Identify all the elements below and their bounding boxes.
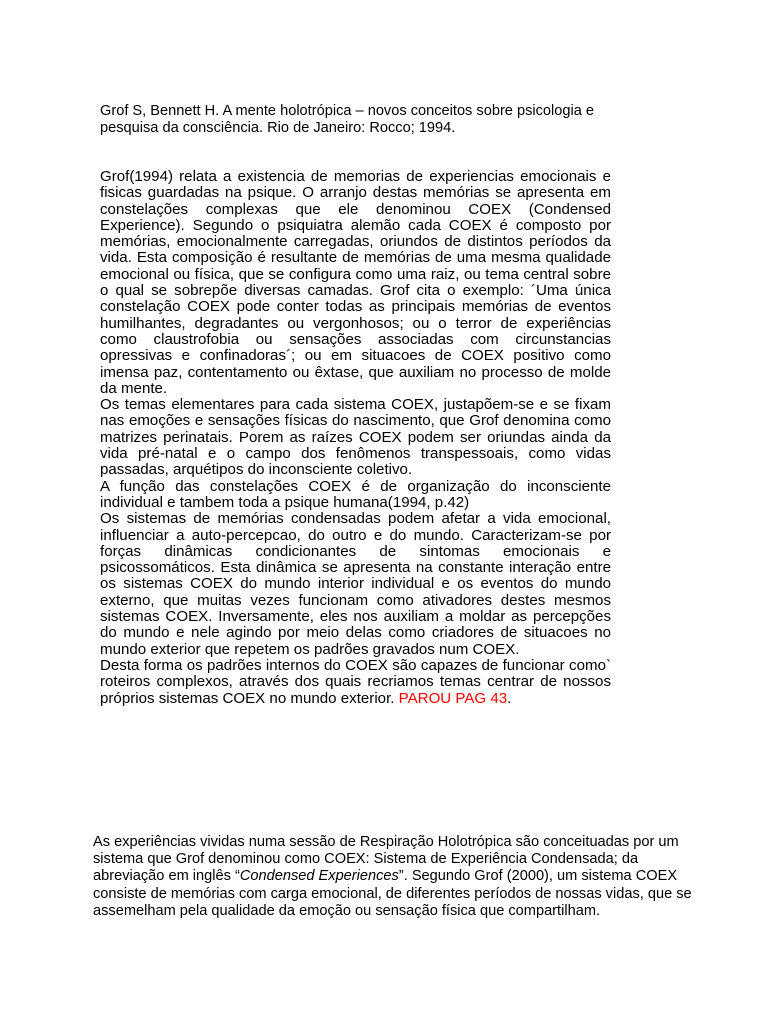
conclusion-text: Desta forma os padrões internos do COEX são capazes de funcionar como` roteiros complexos, através dos quais recriamos temas centrar de nossos próprios sistemas COEX no mundo exterior. [100,656,611,707]
paragraph-elementary-themes: Os temas elementares para cada sistema COEX, justapõem-se e se fixam nas emoções e sensações físicas do nascimento, que Grof denomina como matrizes perinatais. Porem as raízes COEX podem ser oriundas ainda da vida pré-natal e o campo dos fenômenos transpessoais, como vidas passadas, arquétipos do inconsciente coletivo. [100,396,611,479]
main-text [100,169,611,707]
paragraph-conclusion [100,658,611,707]
breathwork-text-start: As experiências vividas numa sessão de Respiração Holotrópica são conceituadas por um sistema que Grof denominou como COEX: Sistema de Experiência Condensada; da abreviação em inglês “ [93,834,679,885]
bibliographic-reference [100,103,620,137]
paragraph-memory-systems: Os sistemas de memórias condensadas podem afetar a vida emocional, influenciar a auto-percepcao, do outro e do mundo. Caracterizam-se por forças dinâmicas condicionantes de sintomas emocionais e psicossomáticos. Esta dinâmica se apresenta na constante interação entre os sistemas COEX do mundo interior individual e os eventos do mundo externo, que muitas vezes funcionam como ativadores destes mesmos sistemas COEX. Inversamente, eles nos auxiliam a moldar as percepções do mundo e nele agindo por meio delas como criadores de situacoes no mundo exterior que repetem os padrões gravados num COEX. [100,510,611,658]
breathwork-text-end: ”. Segundo Grof (2000), um sistema COEX consiste de memórias com carga emocional, de diferentes períodos de nossas vidas, que se assemelham pela qualidade da emoção ou sensação física que compartilham. [93,868,692,919]
stopped-page-marker: PAROU PAG 43 [398,689,508,707]
reference-line-2: pesquisa da consciência. Rio de Janeiro: Rocco; 1994. [100,120,456,136]
paragraph-coex-definition: Grof(1994) relata a existencia de memorias de experiencias emocionais e fisicas guardadas na psique. O arranjo destas memórias se apresenta em constelações complexas que ele denominou COEX (Condensed Experience). Segundo o psiquiatra alemão cada COEX é composto por memórias, emocionalmente carregadas, oriundos de distintos períodos da vida. Esta composição é resultante de memórias de uma mesma qualidade emocional ou física, que se configura como uma raiz, ou tema central sobre o qual se sobrepõe diversas camadas. Grof cita o exemplo: ´Uma única constelação COEX pode conter todas as principais memórias de eventos humilhantes, degradantes ou vergonhosos; ou o terror de experiências como claustrofobia ou sensações associadas com circunstancias opressivas e confinadoras´; ou em situacoes de COEX positivo como imensa paz, contentamento ou êxtase, que auxiliam no processo de molde da mente. [100,168,611,397]
reference-line-1: Grof S, Bennett H. A mente holotrópica – novos conceitos sobre psicologia e [100,103,595,119]
paragraph-coex-function: A função das constelações COEX é de organização do inconsciente individual e tambem toda a psique humana(1994, p.42) [100,477,611,511]
breathwork-paragraph [93,834,693,920]
conclusion-end: . [507,689,512,707]
condensed-experiences-term: Condensed Experiences [239,868,399,885]
